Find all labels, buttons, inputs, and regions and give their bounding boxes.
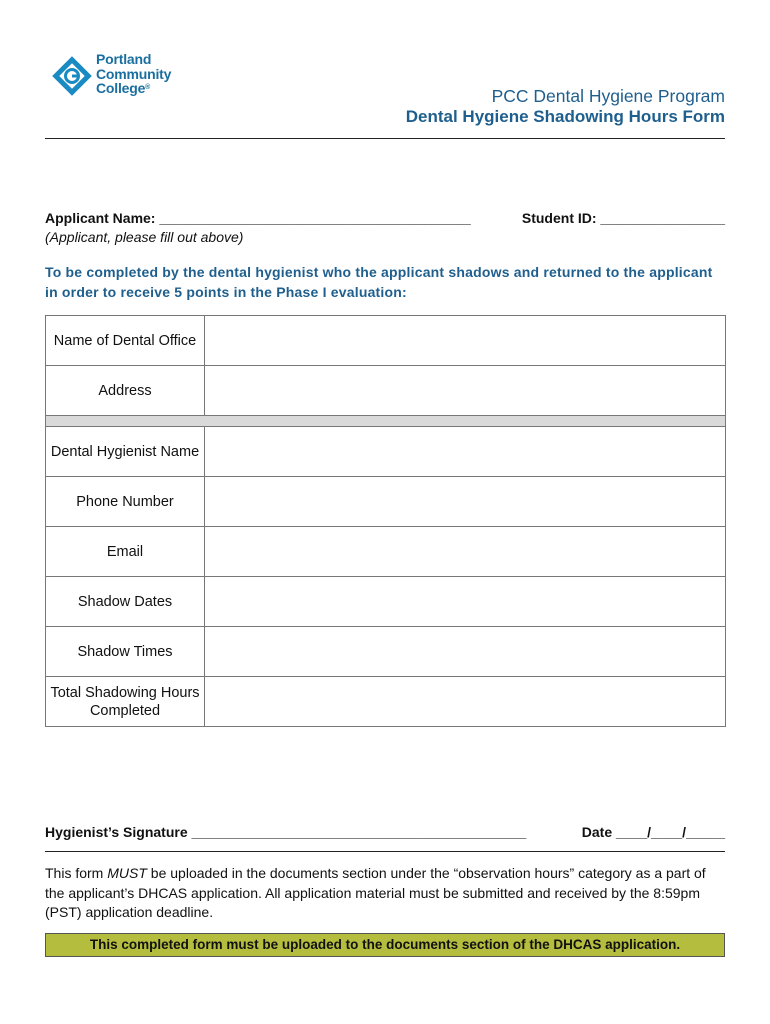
notice-emphasis: MUST xyxy=(107,865,147,881)
program-title: PCC Dental Hygiene Program xyxy=(491,86,725,106)
table-row xyxy=(46,316,726,366)
upload-notice: This form MUST be uploaded in the documents section under the “observation hours” category as a part of the applicant’s DHCAS application. All application material must be submitted and received by the 8:59pm (PST) application deadline. xyxy=(45,865,706,920)
applicant-name-field[interactable]: Applicant Name: ________________________________________ xyxy=(45,210,471,226)
shadow-dates-input[interactable] xyxy=(205,577,726,627)
shadowing-info-table xyxy=(45,315,726,727)
table-row xyxy=(46,477,726,527)
total-hours-input[interactable] xyxy=(205,677,726,727)
dental-office-name-label: Name of Dental Office xyxy=(46,316,205,366)
section-separator xyxy=(46,416,726,427)
form-title: Dental Hygiene Shadowing Hours Form xyxy=(405,107,725,126)
logo-line-2: Community xyxy=(96,65,172,82)
shadow-dates-label: Shadow Dates xyxy=(46,577,205,627)
instructions-text: To be completed by the dental hygienist who the applicant shadows and returned to the applicant in order to receive 5 points in the Phase I evaluation: xyxy=(45,264,713,300)
logo-line-1: Portland xyxy=(96,51,152,67)
phone-number-input[interactable] xyxy=(205,477,726,527)
table-row xyxy=(46,577,726,627)
logo-line-3: College® xyxy=(96,80,151,96)
applicant-note: (Applicant, please fill out above) xyxy=(45,229,244,245)
hygienist-name-input[interactable] xyxy=(205,427,726,477)
address-input[interactable] xyxy=(205,366,726,416)
header-divider xyxy=(45,138,725,139)
hygienist-name-label: Dental Hygienist Name xyxy=(46,427,205,477)
date-field[interactable]: Date ____/____/_____ xyxy=(581,824,725,840)
email-label: Email xyxy=(46,527,205,577)
pcc-logo-text xyxy=(96,52,171,96)
section-separator-row xyxy=(46,416,726,427)
table-row xyxy=(46,366,726,416)
table-row xyxy=(46,527,726,577)
table-row xyxy=(46,677,726,727)
signature-divider xyxy=(45,851,725,852)
pcc-logo-mark-icon xyxy=(52,56,92,96)
pcc-logo xyxy=(52,52,202,100)
student-id-field[interactable]: Student ID: ________________ xyxy=(521,210,725,226)
total-hours-label: Total Shadowing Hours Completed xyxy=(46,677,205,727)
phone-number-label: Phone Number xyxy=(46,477,205,527)
address-label: Address xyxy=(46,366,205,416)
dental-office-name-input[interactable] xyxy=(205,316,726,366)
email-input[interactable] xyxy=(205,527,726,577)
shadow-times-label: Shadow Times xyxy=(46,627,205,677)
shadow-times-input[interactable] xyxy=(205,627,726,677)
table-row xyxy=(46,627,726,677)
hygienist-signature-field[interactable]: Hygienist’s Signature ___________________________________________ xyxy=(45,824,527,840)
table-row xyxy=(46,427,726,477)
upload-banner: This completed form must be uploaded to the documents section of the DHCAS application. xyxy=(45,933,725,957)
